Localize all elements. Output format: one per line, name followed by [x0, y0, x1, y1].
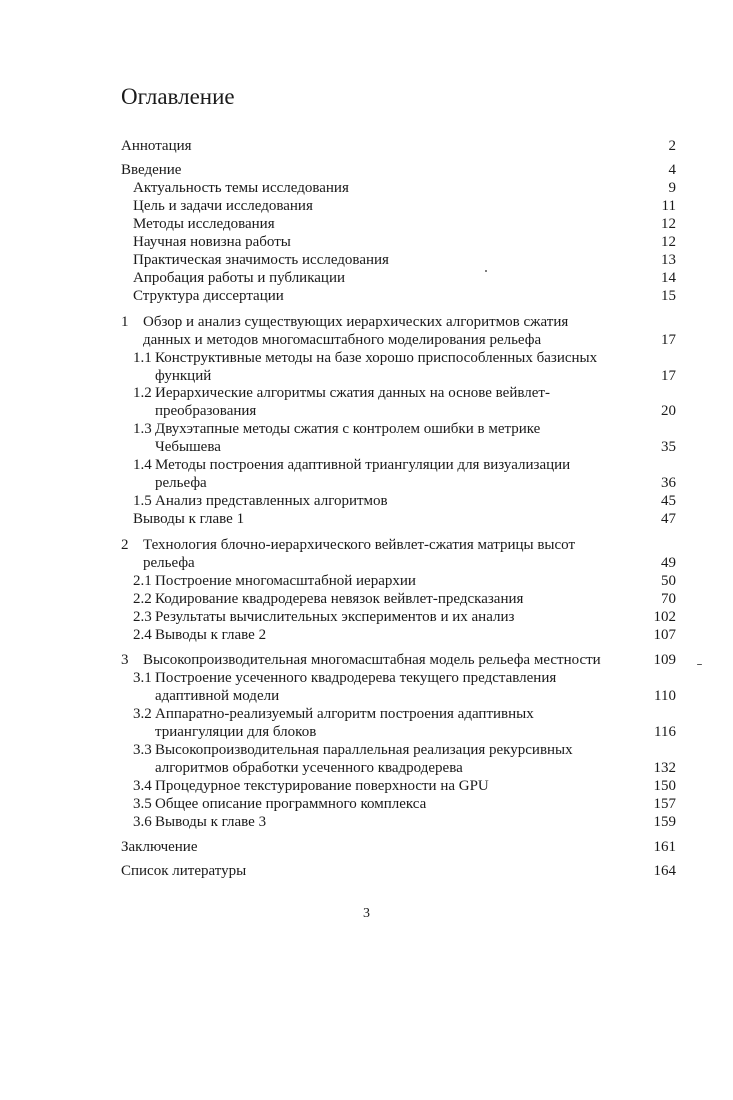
- toc-entry-title: Технология блочно-иерархического вейвлет-сжатия матрицы высот: [143, 537, 576, 553]
- toc-page-number: 4: [668, 162, 676, 178]
- toc-entry-title: преобразования: [155, 403, 257, 419]
- toc-entry-title: Практическая значимость исследования: [133, 252, 389, 268]
- toc-page-number: 47: [661, 511, 676, 527]
- toc-entry-title: функций: [155, 368, 212, 384]
- toc-entry-title: Конструктивные методы на базе хорошо приспособленных базисных: [155, 350, 598, 366]
- toc-entry-title: Структура диссертации: [133, 288, 284, 304]
- toc-page-number: 9: [668, 180, 676, 196]
- toc-entry-title: Выводы к главе 1: [133, 511, 245, 527]
- toc-page-number: 161: [653, 839, 676, 855]
- toc-entry: [133, 287, 284, 305]
- toc-page-number: 70: [661, 591, 676, 607]
- toc-entry-annotation: [121, 137, 192, 155]
- toc-chapter-1: [121, 313, 568, 331]
- toc-entry: [133, 233, 291, 251]
- toc-section-number: 1.1: [133, 350, 152, 366]
- toc-page-number: 11: [661, 198, 676, 214]
- toc-section-number: 1: [121, 314, 129, 330]
- toc-section-number: 1.4: [133, 457, 152, 473]
- toc-section-line2: [155, 438, 221, 456]
- toc-section-number: 1.5: [133, 493, 152, 509]
- toc-entry-bibliography: [121, 862, 246, 880]
- toc-entry-title: Чебышева: [155, 439, 221, 455]
- toc-entry-title: рельефа: [143, 555, 195, 571]
- toc-section-number: 1.2: [133, 385, 152, 401]
- toc-page-number: 14: [661, 270, 676, 286]
- toc-page-number: 20: [661, 403, 676, 419]
- toc-page-number: 2: [668, 138, 676, 154]
- toc-entry-conclusion: [121, 838, 198, 856]
- toc-page-number: 17: [661, 368, 676, 384]
- toc-entry-title: Актуальность темы исследования: [133, 180, 349, 196]
- toc-section-line2: [155, 474, 207, 492]
- toc-page-number: 132: [653, 760, 676, 776]
- toc-entry-title: Высокопроизводительная многомасштабная модель рельефа местности: [143, 652, 601, 668]
- toc-entry: [133, 197, 313, 215]
- toc-section: [133, 456, 570, 474]
- toc-chapter-3: [121, 651, 601, 669]
- toc-section-number: 3.6: [133, 814, 152, 830]
- toc-entry-introduction: [121, 161, 181, 179]
- toc-entry-title: данных и методов многомасштабного моделирования рельефа: [143, 332, 542, 348]
- toc-section: [133, 777, 489, 795]
- toc-section-number: 2.2: [133, 591, 152, 607]
- toc-entry-title: триангуляции для блоков: [155, 724, 317, 740]
- toc-entry-title: Методы построения адаптивной триангуляции для визуализации: [155, 457, 571, 473]
- toc-section-number: 3.5: [133, 796, 152, 812]
- toc-entry-title: Двухэтапные методы сжатия с контролем ошибки в метрике: [155, 421, 541, 437]
- toc-page-number: 50: [661, 573, 676, 589]
- toc-entry-title: Кодирование квадродерева невязок вейвлет-предсказания: [155, 591, 524, 607]
- toc-section-line2: [155, 723, 316, 741]
- toc-entry-title: Цель и задачи исследования: [133, 198, 313, 214]
- toc-section: [133, 705, 534, 723]
- toc-section-line2: [155, 402, 256, 420]
- toc-entry-title: Список литературы: [121, 863, 247, 879]
- toc-page-number: 12: [661, 234, 676, 250]
- toc-entry: [133, 215, 275, 233]
- toc-entry: [133, 510, 244, 528]
- toc-section: [133, 420, 540, 438]
- toc-entry-title: Апробация работы и публикации: [133, 270, 346, 286]
- toc-entry: [133, 269, 345, 287]
- toc-entry-title: Введение: [121, 162, 182, 178]
- toc-page-number: 110: [654, 688, 676, 704]
- toc-chapter-2: [121, 536, 575, 554]
- toc-page-number: 13: [661, 252, 676, 268]
- toc-page-number: 116: [654, 724, 676, 740]
- toc-section: [133, 590, 523, 608]
- toc-section-number: 3.3: [133, 742, 152, 758]
- toc-section-number: 2.3: [133, 609, 152, 625]
- toc-entry-title: Построение многомасштабной иерархии: [155, 573, 416, 589]
- toc-entry-title: рельефа: [155, 475, 207, 491]
- scan-speck: [697, 664, 702, 665]
- toc-entry-title: Научная новизна работы: [133, 234, 291, 250]
- toc-page-number: 35: [661, 439, 676, 455]
- toc-page-number: 17: [661, 332, 676, 348]
- toc-entry-title: адаптивной модели: [155, 688, 280, 704]
- toc-page-number: 45: [661, 493, 676, 509]
- toc-section: [133, 492, 388, 510]
- toc-entry-title: Построение усеченного квадродерева текущего представления: [155, 670, 557, 686]
- toc-entry-title: Выводы к главе 2: [155, 627, 267, 643]
- toc-entry-title: Анализ представленных алгоритмов: [155, 493, 388, 509]
- toc-section: [133, 608, 514, 626]
- toc-section-line2: [155, 367, 211, 385]
- toc-entry-title: Выводы к главе 3: [155, 814, 267, 830]
- toc-chapter-2-line2: [143, 554, 195, 572]
- toc-section-line2: [155, 687, 279, 705]
- toc-entry-title: алгоритмов обработки усеченного квадродерева: [155, 760, 463, 776]
- toc-section: [133, 669, 556, 687]
- toc-section-number: 3.1: [133, 670, 152, 686]
- toc-entry-title: Аннотация: [121, 138, 192, 154]
- toc-entry-title: Обзор и анализ существующих иерархических алгоритмов сжатия: [143, 314, 569, 330]
- toc-section: [133, 384, 550, 402]
- toc-page-number: 15: [661, 288, 676, 304]
- toc-section: [133, 741, 573, 759]
- toc-section: [133, 572, 416, 590]
- scan-speck: [485, 270, 487, 272]
- toc-entry-title: Общее описание программного комплекса: [155, 796, 427, 812]
- toc-section: [133, 349, 597, 367]
- toc-section-number: 3.2: [133, 706, 152, 722]
- page-title: Оглавление: [121, 84, 235, 109]
- toc-page-number: 36: [661, 475, 676, 491]
- toc-entry-title: Результаты вычислительных экспериментов и их анализ: [155, 609, 515, 625]
- toc-entry-title: Методы исследования: [133, 216, 275, 232]
- toc-section-number: 3.4: [133, 778, 152, 794]
- toc-section-number: 3: [121, 652, 129, 668]
- toc-section-number: 2.1: [133, 573, 152, 589]
- toc-entry-title: Высокопроизводительная параллельная реализация рекурсивных: [155, 742, 573, 758]
- toc-section-number: 1.3: [133, 421, 152, 437]
- toc-entry-title: Заключение: [121, 839, 198, 855]
- toc-page-number: 49: [661, 555, 676, 571]
- toc-section: [133, 795, 426, 813]
- toc-page-number: 12: [661, 216, 676, 232]
- toc-entry: [133, 179, 349, 197]
- toc-section-line2: [155, 759, 463, 777]
- toc-entry-title: Иерархические алгоритмы сжатия данных на основе вейвлет-: [155, 385, 550, 401]
- toc-page-number: 159: [653, 814, 676, 830]
- toc-page-number: 157: [653, 796, 676, 812]
- page-number: 3: [363, 906, 370, 921]
- toc-chapter-1-line2: [143, 331, 541, 349]
- toc-entry-title: Процедурное текстурирование поверхности на GPU: [155, 778, 489, 794]
- toc-page-number: 102: [653, 609, 676, 625]
- toc-page-number: 164: [653, 863, 676, 879]
- toc-section-number: 2: [121, 537, 129, 553]
- toc-entry-title: Аппаратно-реализуемый алгоритм построения адаптивных: [155, 706, 534, 722]
- toc-entry: [133, 251, 389, 269]
- toc-page-number: 150: [653, 778, 676, 794]
- toc-section-number: 2.4: [133, 627, 152, 643]
- toc-page-number: 107: [653, 627, 676, 643]
- toc-section: [133, 626, 266, 644]
- toc-page-number: 109: [653, 652, 676, 668]
- toc-section: [133, 813, 266, 831]
